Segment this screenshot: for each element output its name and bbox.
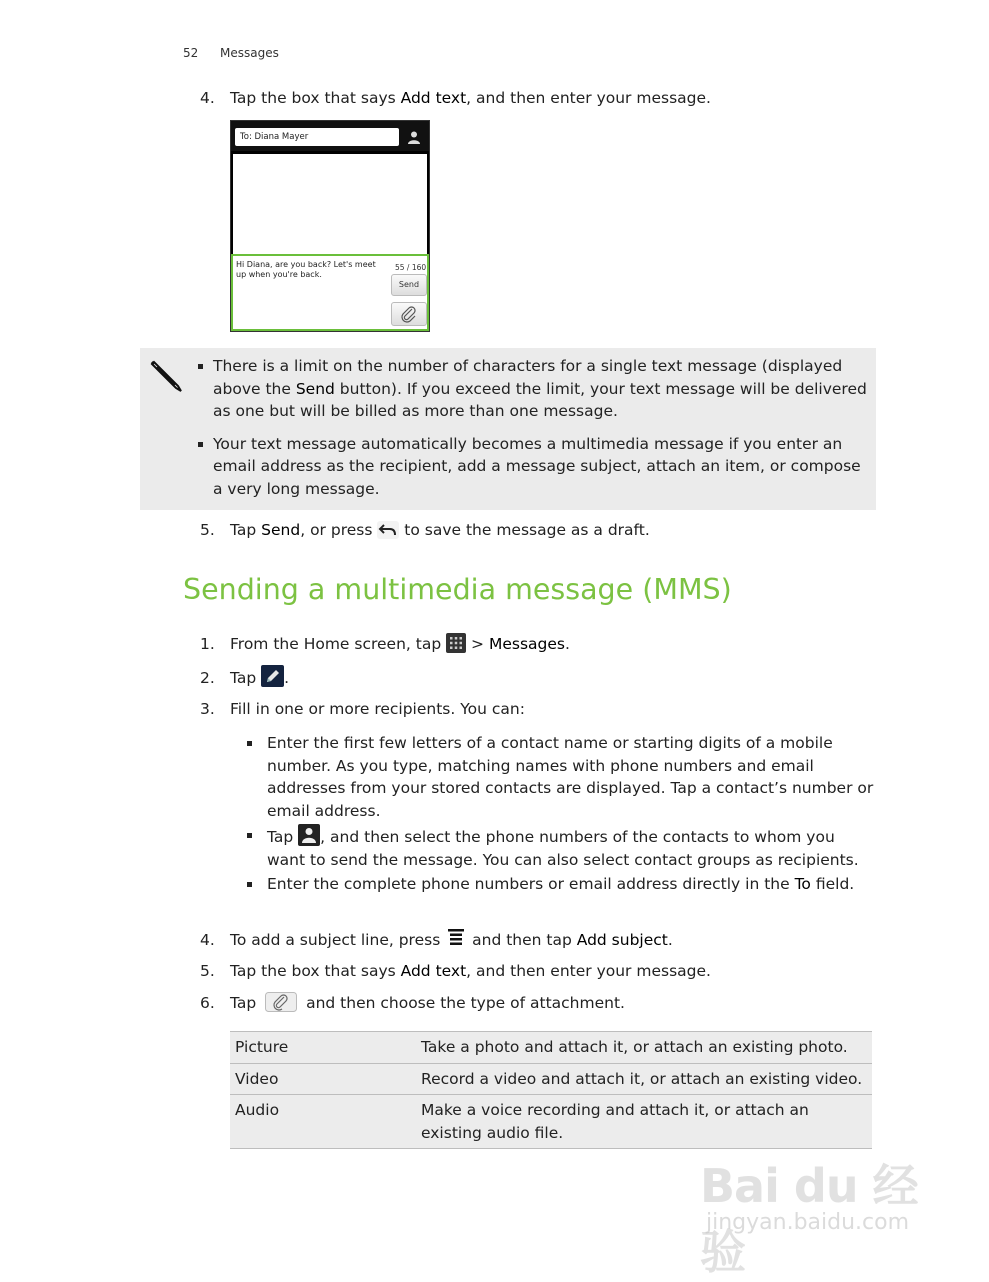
note-list [196,355,872,510]
watermark-url: jingyan.baidu.com [706,1210,910,1235]
step-text: , and then enter your message. [466,962,711,980]
mms-step-1 [200,633,570,656]
apps-grid-icon [446,633,466,653]
phone-top-bar [231,121,429,151]
step-bold: Send [261,521,301,539]
compose-icon [261,665,284,687]
step-text: . [284,669,290,687]
step-text: Tap the box that says [230,962,401,980]
step-number: 3. [200,700,215,718]
attachment-desc: Take a photo and attach it, or attach an existing photo. [416,1032,872,1064]
step-text: . [667,931,673,949]
recipient-option-direct [245,873,875,896]
note-box [140,348,876,510]
paperclip-icon [392,303,426,325]
option-text: Tap [267,828,299,846]
step-number: 5. [200,521,215,539]
step-number: 2. [200,669,215,687]
step-bold: Add text [400,89,467,107]
recipient-options-list [245,732,875,896]
mms-step-5 [200,960,711,983]
attachment-type: Picture [230,1032,416,1064]
note-bullet-limit [196,355,872,423]
phone-screenshot [230,120,430,332]
phone-to-field: To: Diana Mayer [235,128,399,146]
step-text: Fill in one or more recipients. You can: [230,700,525,718]
step-text: From the Home screen, tap [230,635,447,653]
option-bold: To [794,875,811,893]
mms-step-4 [200,927,673,952]
paperclip-icon [265,992,297,1012]
phone-conversation-area [233,154,427,254]
option-text: , and then select the phone numbers of the contacts to whom you want to send the message. You can also select contact groups as recipients. [267,828,859,869]
note-bold: Send [295,379,335,398]
phone-message-text: Hi Diana, are you back? Let's meet up when you're back. [236,260,376,279]
step-bold: Add text [400,962,467,980]
step-number: 6. [200,994,215,1012]
note-bullet-mms [196,433,872,501]
section-header: Messages [220,46,279,60]
attachment-types-table [230,1031,872,1149]
menu-icon [445,927,467,949]
step-number: 4. [200,89,215,107]
page-number: 52 [183,46,199,60]
step-number: 4. [200,931,215,949]
step-number: 1. [200,635,215,653]
step-text: Tap the box that says [230,89,401,107]
step-4-add-text [200,87,711,110]
option-text: field. [810,875,855,893]
mms-step-3 [200,698,525,721]
table-row [230,1095,872,1149]
option-text: Enter the first few letters of a contact name or starting digits of a mobile number. As you type, matching names with phone numbers and email addresses from your stored contacts are displayed. Tap a contact’s number or email address. [267,734,874,820]
step-bold: Add subject [576,931,668,949]
attachment-desc: Make a voice recording and attach it, or attach an existing audio file. [416,1095,872,1149]
mms-step-6 [200,992,625,1015]
recipient-option-type [245,732,875,822]
step-text: and then choose the type of attachment. [301,994,625,1012]
table-row [230,1032,872,1064]
person-icon [298,824,320,846]
attachment-type: Audio [230,1095,416,1149]
step-text: and then tap [467,931,577,949]
note-text: There is a limit on the number of characters for a single text message (displayed above the [213,357,843,398]
note-text: button). If you exceed the limit, your text message will be delivered as one but will be billed as more than one message. [213,379,867,420]
table-row [230,1063,872,1095]
step-5-send [200,519,650,542]
step-text: Tap [230,669,262,687]
phone-attach-button [391,302,427,326]
step-text: , or press [300,521,378,539]
step-bold: Messages [488,635,565,653]
note-text: Your text message automatically becomes a multimedia message if you enter an email address as the recipient, add a message subject, attach an item, or compose a very long message. [213,434,861,498]
step-text: Tap [230,994,262,1012]
step-text: . [564,635,570,653]
step-text: to save the message as a draft. [399,521,650,539]
watermark [700,1150,940,1279]
phone-compose-box [231,254,429,331]
step-text: Tap [230,521,262,539]
watermark-brand: Bai du 经验 [700,1159,918,1279]
attachment-type: Video [230,1063,416,1095]
mms-step-2 [200,665,289,690]
step-text: > [466,635,489,653]
back-icon [377,521,399,539]
person-icon [407,130,421,144]
section-title: Sending a multimedia message (MMS) [183,573,732,606]
step-number: 5. [200,962,215,980]
attachment-desc: Record a video and attach it, or attach an existing video. [416,1063,872,1095]
pencil-icon [148,358,184,394]
phone-send-button: Send [391,274,427,296]
option-text: Enter the complete phone numbers or email address directly in the [267,875,795,893]
phone-char-counter: 55 / 160 [395,263,427,272]
step-text: To add a subject line, press [230,931,446,949]
recipient-option-contacts [245,824,875,871]
step-text: , and then enter your message. [466,89,711,107]
